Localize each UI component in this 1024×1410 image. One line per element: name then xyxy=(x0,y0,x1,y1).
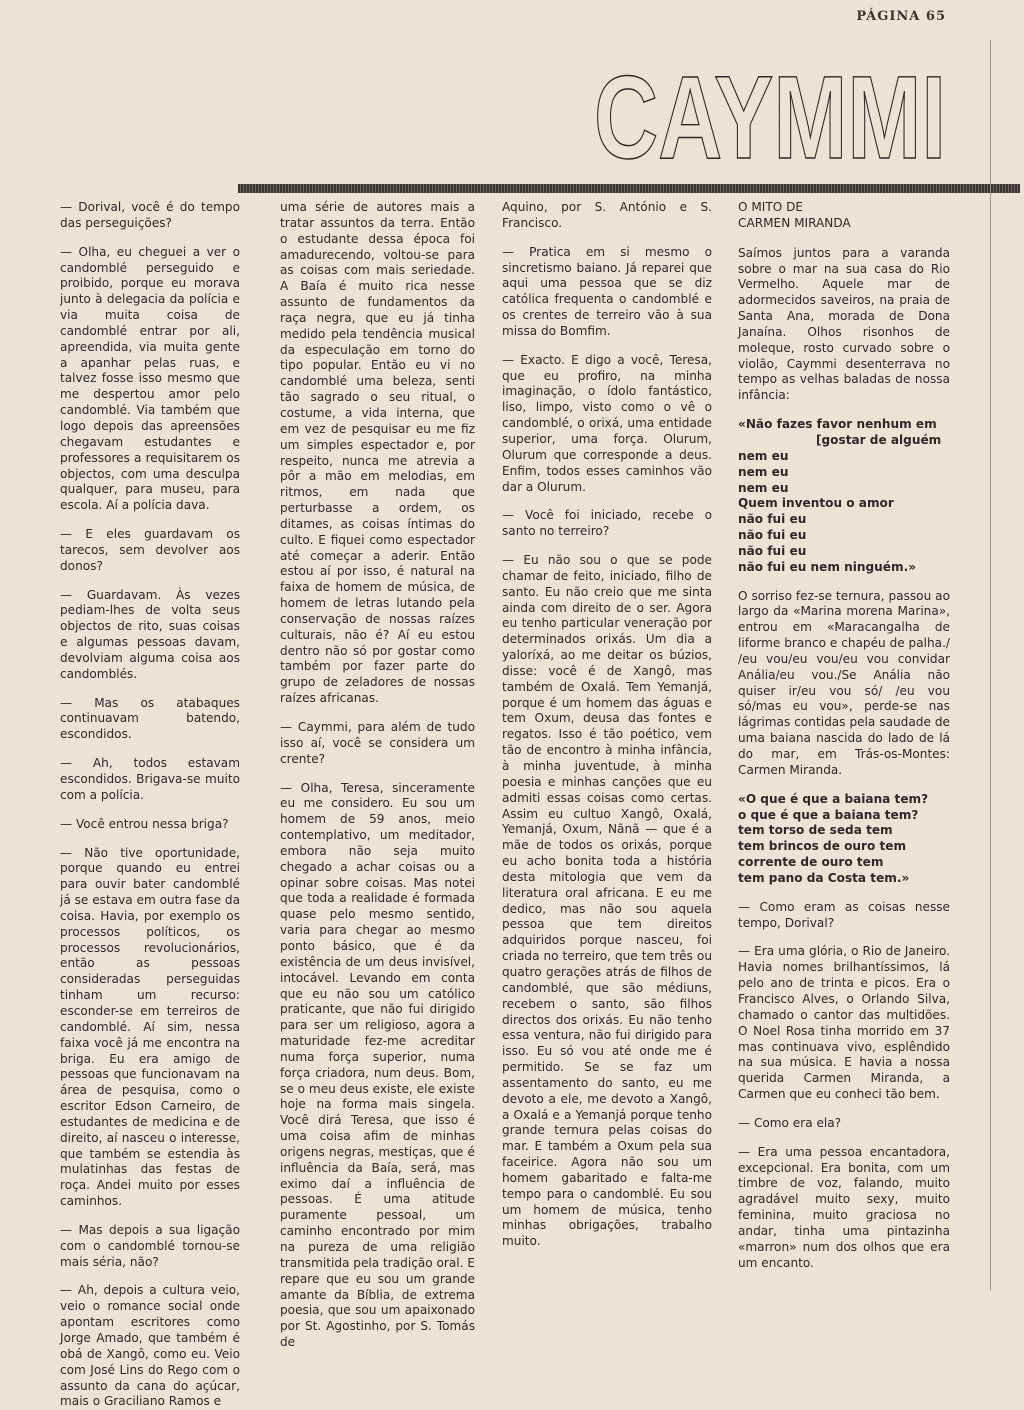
paragraph: — Como eram as coisas nesse tempo, Dorival? xyxy=(738,899,950,930)
paragraph: — Mas os atabaques continuavam batendo, escondidos. xyxy=(60,695,240,742)
title-outline-svg xyxy=(590,52,950,184)
lyric-line: Quem inventou o amor xyxy=(738,496,894,511)
lyric-line: nem eu xyxy=(738,480,789,495)
paragraph: — Não tive oportunidade, porque quando eu entrei para ouvir bater candomblé já se estava em outra fase da coisa. Havia, por exemplo os processos políticos, os processos revolucionários, então as pessoas consideradas perseguidas tinham um recurso: esconder-se em terreiros de candomblé. Aí sim, nessa faixa você já me encontra na briga. Eu era amigo de pessoas que funcionavam na área de pesquisa, como o escritor Edson Carneiro, de estudantes de medicina e de direito, aí nasceu o interesse, que também se estendia às mulatinhas das festas de roça. Andei muito por esses caminhos. xyxy=(60,845,240,1209)
lyric-line: «O que é que a baiana tem? xyxy=(738,791,929,806)
paragraph: — Pratica em si mesmo o sincretismo baiano. Já reparei que aqui uma pessoa que se diz católica frequenta o candomblé e os crentes de terreiro vão à sua missa do Bomfim. xyxy=(502,244,712,338)
paragraph: — Exacto. E digo a você, Teresa, que eu profiro, na minha imaginação, o ídolo fantástico, liso, limpo, visto como o vê o candomblé, o orixá, uma entidade superior, uma força. Olurum, Olurum que corresponde a deus. Enfim, todos esses caminhos vão dar a Olurum. xyxy=(502,352,712,494)
page-number: PÁGINA 65 xyxy=(856,9,946,24)
lyric-line: tem brincos de ouro tem xyxy=(738,839,907,854)
paragraph: — Olha, eu cheguei a ver o candomblé perseguido e proibido, porque eu morava junto à delegacia da polícia e via muita coisa de candomblé entrar por ali, apreendida, via muita gente a apanhar pelas ruas, e talvez fosse isso mesmo que me despertou amor pelo candomblé. Via também que logo depois das apreensões chegavam estudantes e professores a requisitarem os objectos, com uma desculpa qualquer, para museu, para escola. Aí a polícia dava. xyxy=(60,244,240,513)
text-column-4 xyxy=(738,200,950,1290)
paragraph: — Mas depois a sua ligação com o candomblé tornou-se mais séria, não? xyxy=(60,1222,240,1269)
paragraph: — Dorival, você é do tempo das perseguições? xyxy=(60,200,240,230)
section-heading xyxy=(738,200,950,232)
title-text: CAYMMI xyxy=(594,52,946,184)
paragraph: — Era uma glória, o Rio de Janeiro. Havia nomes brilhantíssimos, lá pelo ano de trinta e picos. Era o Francisco Alves, o Orlando Silva, chamado o cantor das multidões. O Noel Rosa tinha morrido em 37 mas continuava vivo, esplêndido na sua música. E havia a nossa querida Carmen Miranda, a Carmen que eu conheci tão bem. xyxy=(738,944,950,1102)
paragraph: — Ah, todos estavam escondidos. Brigava-se muito com a polícia. xyxy=(60,756,240,802)
paragraph: — Era uma pessoa encantadora, excepcional. Era bonita, com um timbre de voz, falando, muito agradável muito sexy, muito feminina, muito graciosa no andar, tinha uma pintazinha «marron» num dos olhos que era um encanto. xyxy=(738,1144,950,1270)
paragraph: uma série de autores mais a tratar assuntos da terra. Então o estudante dessa época foi amadurecendo, voltou-se para as coisas com mais seriedade. A Baía é muito rica nesse assunto de fundamentos da raça negra, que eu já tinha medido pela tendência musical da especulação em torno do tipo popular. Então eu vi no candomblé uma beleza, senti tão sagrado o seu ritual, o costume, a vida interna, que em vez de pesquisar eu me fiz um simples espectador e, por respeito, nunca me atrevia a pôr a mão em melodias, em ritmos, em nada que perturbasse a ordem, os ditames, as coisas íntimas do culto. E fiquei como espectador até começar a aderir. Então estou aí por isso, é natural na faixa de homem de música, de homem de letras lutando pela conservação de nossas raízes culturais, não é? Aí eu estou dentro não só por gostar como também por fazer parte do grupo de zeladores de nossas raízes africanas. xyxy=(280,200,475,706)
paragraph: — Caymmi, para além de tudo isso aí, você se considera um crente? xyxy=(280,720,475,766)
text-column-1 xyxy=(60,200,240,1409)
lyric-line: o que é que a baiana tem? xyxy=(738,807,919,822)
paragraph: — Você foi iniciado, recebe o santo no terreiro? xyxy=(502,508,712,539)
lyric-line: tem torso de seda tem xyxy=(738,823,893,838)
lyric-line: não fui eu nem ninguém.» xyxy=(738,559,917,574)
paragraph: Saímos juntos para a varanda sobre o mar na sua casa do Rio Vermelho. Aquele mar de adormecidos saveiros, na praia de Santa Ana, morada de Dona Janaína. Olhos risonhos de moleque, rosto curvado sobre o violão, Caymmi desenterrava no tempo as velhas baladas de nossa infância: xyxy=(738,245,950,403)
lyric-line: [gostar de alguém xyxy=(816,432,942,447)
article-title xyxy=(590,52,950,184)
lyric-line: nem eu xyxy=(738,448,789,463)
paragraph: — Guardavam. Às vezes pediam-lhes de volta seus objectos de rito, suas coisas e algumas pessoas davam, devolviam alguma coisa aos candomblés. xyxy=(60,587,240,681)
paragraph: — Olha, Teresa, sinceramente eu me considero. Eu sou um homem de 59 anos, meio contemplativo, um meditador, embora não seja muito chegado a achar coisas ou a opinar sobre coisas. Mas notei que toda a realidade é formada quase pelo mesmo sentido, varia para chegar ao mesmo ponto básico, que é da existência de um deus invisível, intocável. Levando em conta que eu não sou um católico praticante, que não fui dirigido para ser um religioso, agora a maturidade fez-me acreditar numa força superior, numa força criadora, num deus. Bom, se o meu deus existe, ele existe hoje na forma mais singela. Você dirá Teresa, que isso é uma coisa afim de minhas origens negras, mestiças, que é influência da Baía, será, mas eximo daí a influência de pessoas. É uma atitude puramente pessoal, um caminho encontrado por mim na pureza de uma religião transmitida pela tradição oral. E repare que eu sou um grande amante da Bíblia, de extrema poesia, que sou um apaixonado por St. Agostinho, por S. Tomás de xyxy=(280,780,475,1350)
paragraph: — Como era ela? xyxy=(738,1115,842,1130)
paragraph: O sorriso fez-se ternura, passou ao largo da «Marina morena Marina», entrou em «Maracangalha de liforme branco e chapéu de palha./ /eu vou/eu vou/eu vou convidar Anália/eu vou./Se Anália não quiser ir/eu vou só/ /eu vou só/mas eu vou», perde-se nas lágrimas contidas pela saudade de uma baiana nascida do lado de lá do mar, em Trás-os-Montes: Carmen Miranda. xyxy=(738,588,950,777)
lyric-line: corrente de ouro tem xyxy=(738,855,884,870)
paragraph: — Você entrou nessa briga? xyxy=(60,816,229,831)
lyric-line: nem eu xyxy=(738,464,789,479)
lyric-line: não fui eu xyxy=(738,528,807,543)
page-edge-line xyxy=(990,40,991,1290)
paragraph: — E eles guardavam os tarecos, sem devolver aos donos? xyxy=(60,527,240,573)
lyric-line: «Não fazes favor nenhum em xyxy=(738,417,937,432)
lyrics-block-2 xyxy=(738,792,950,887)
header-rule xyxy=(238,184,1020,193)
paragraph: — Ah, depois a cultura veio, veio o romance social onde apontam escritores como Jorge Amado, que também é obá de Xangô, como eu. Veio com José Lins do Rego com o assunto da cana do açúcar, mais o Graciliano Ramos e xyxy=(60,1283,240,1409)
lyric-line: tem pano da Costa tem.» xyxy=(738,870,910,885)
text-column-2 xyxy=(280,200,475,1350)
lyric-line: não fui eu xyxy=(738,543,807,558)
paragraph: Aquino, por S. António e S. Francisco. xyxy=(502,200,712,230)
paragraph: — Eu não sou o que se pode chamar de feito, iniciado, filho de santo. Eu não creio que me sinta ainda com direito de o ser. Agora eu tenho particular veneração por determinados orixás. Um dia a yaloríxá, ao me deitar os búzios, disse: você é de Xangô, mas também de Oxalá. Tem Yemanjá, porque é um homem das águas e tem Oxum, deusa das fontes e regatos. Isso é tão poético, vem tão de encontro à minha infância, à minha juventude, à minha poesia e minhas canções que eu admiti essas coisas como certas. Assim eu cultuo Xangô, Oxalá, Yemanjá, Oxum, Nãnã — que é a mãe de todos os orixás, porque eu acho bonita toda a história desta mitologia que vem da literatura oral africana. E eu me dedico, mas não sou aquela pessoa que tem direitos adquiridos porque nasceu, foi criada no terreiro, que tem três ou quatro gerações atrás de filhos de candomblé, que são médiuns, recebem o santo, são filhos directos dos orixás. Eu não tenho essa ventura, não fui dirigido para isso. Eu só vou até onde me é permitido. Se se faz um assentamento do santo, eu me devoto a ele, me devoto a Xangô, a Oxalá e a Yemanjá porque tenho grande ternura pelas coisas do mar. E também a Oxum pela sua faceirice. Agora não sou um homem gabaritado e falta-me tempo para o candomblé. Eu sou um homem de música, tenho minhas obrigações, trabalho muito. xyxy=(502,553,712,1249)
lyric-line: não fui eu xyxy=(738,512,807,527)
text-column-3 xyxy=(502,200,712,1290)
lyrics-block-1 xyxy=(738,417,950,575)
section-heading-line-1: O MITO DE xyxy=(738,200,804,214)
section-heading-line-2: CARMEN MIRANDA xyxy=(738,215,851,230)
